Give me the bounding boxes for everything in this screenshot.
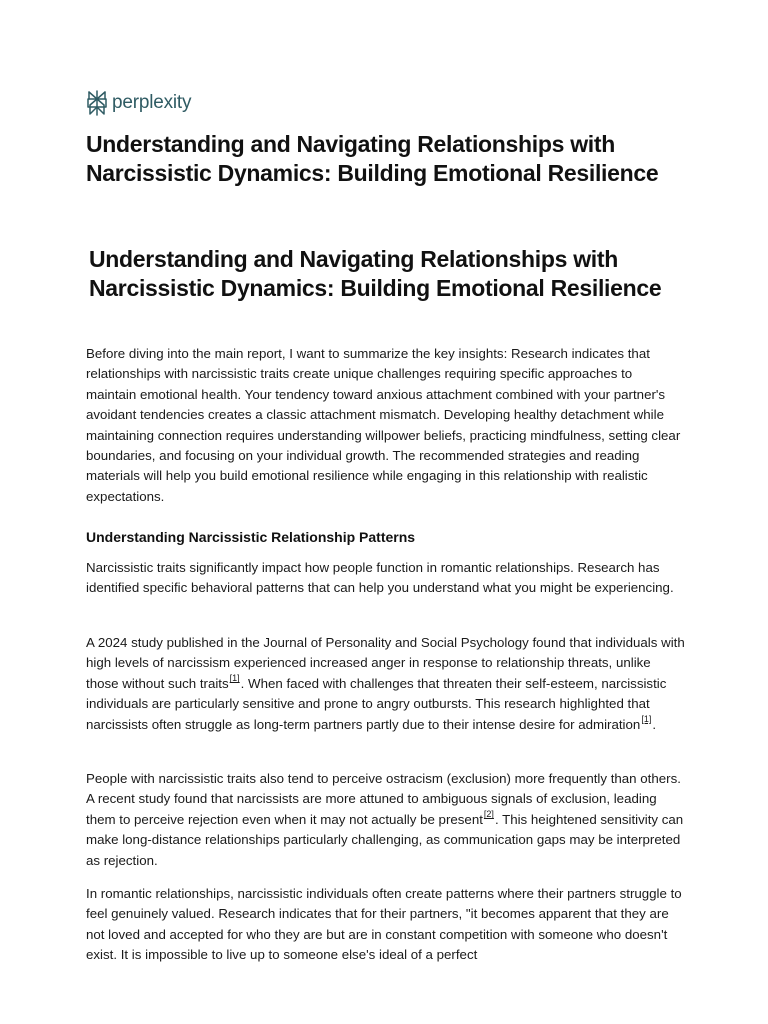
summary-paragraph: Before diving into the main report, I want to summarize the key insights: Research indicates that relationships with narcissistic traits create unique challenges requiring specific approaches to maintain emotional health. Your tendency toward anxious attachment combined with your partner's avoidant tendencies creates a classic attachment mismatch. Developing healthy detachment while maintaining connection requires understanding willpower beliefs, practicing mindfulness, setting clear boundaries, and focusing on your individual growth. The recommended strategies and reading materials will help you build emotional resilience while engaging in this relationship with realistic expectations. [86,346,681,504]
page-title: Understanding and Navigating Relationships with Narcissistic Dynamics: Building Emotional Resilience [86,131,659,186]
body-paragraph [86,633,686,735]
paragraph-text: . This heightened sensitivity can make long-distance relationships particularly challenging, as communication gaps may be interpreted as rejection. [86,811,684,868]
body-paragraph: In romantic relationships, narcissistic individuals often create patterns where their partners struggle to feel genuinely valued. Research indicates that for their partners, "it becomes apparent that they are not loved and accepted for who they are but are in constant competition with someone who doesn't exist. It is impossible to live up to someone else's ideal of a perfect [86,886,682,963]
body-paragraph [86,769,686,871]
paragraph-text: . [652,716,657,732]
citation-link[interactable]: [2] [483,809,494,820]
report-title: Understanding and Navigating Relationships with Narcissistic Dynamics: Building Emotional Resilience [89,246,662,301]
body-paragraph: Narcissistic traits significantly impact how people function in romantic relationships. Research has identified specific behavioral patterns that can help you understand what you might be experiencing. [86,560,674,596]
perplexity-logo-icon [86,90,108,116]
paragraph-text: People with narcissistic traits also tend to perceive ostracism (exclusion) more frequently than others. A recent study found that narcissists are more attuned to ambiguous signals of exclusion, leading them to perceive rejection even when it may not actually be present [86,771,681,827]
citation-link[interactable]: [1] [641,714,652,725]
brand-logo[interactable] [86,90,191,116]
citation-link[interactable]: [1] [229,673,240,684]
paragraph-text: A 2024 study published in the Journal of Personality and Social Psychology found that individuals with high levels of narcissism experienced increased anger in response to relationship threats, unlike those without such traits [86,635,685,691]
section-heading: Understanding Narcissistic Relationship Patterns [86,529,416,545]
brand-name: perplexity [112,92,192,113]
paragraph-text: . When faced with challenges that threaten their self-esteem, narcissistic individuals are particularly sensitive and prone to angry outbursts. This research highlighted that narcissists often struggle as long-term partners partly due to their intense desire for admiration [86,675,667,732]
